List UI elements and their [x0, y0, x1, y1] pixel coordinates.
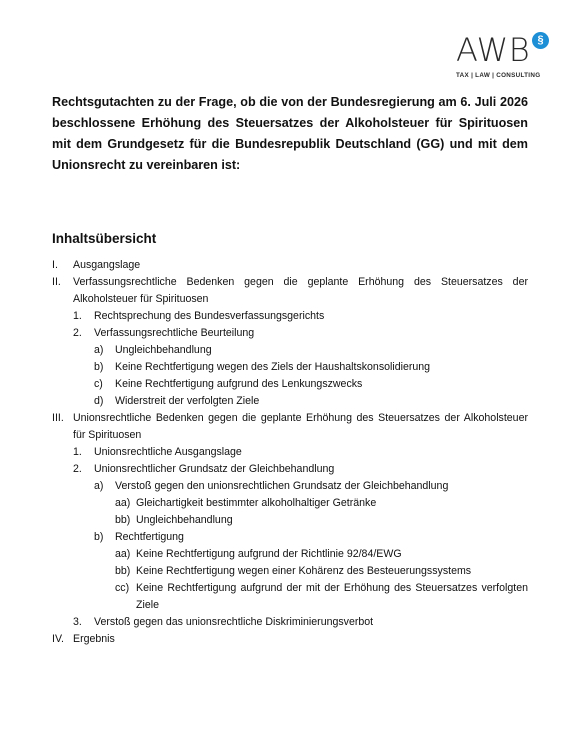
section-sign-icon: § — [532, 32, 549, 49]
toc-item — [52, 359, 528, 376]
toc-item — [52, 444, 528, 461]
toc-number: III. — [52, 412, 64, 424]
toc-item — [52, 410, 528, 444]
toc-item — [52, 393, 528, 410]
toc-item — [52, 563, 528, 580]
toc-item — [52, 274, 528, 308]
awb-logo — [456, 32, 550, 80]
toc-item — [52, 529, 528, 546]
toc-text: Keine Rechtfertigung aufgrund des Lenkungszwecks — [115, 378, 363, 390]
toc-item — [52, 342, 528, 359]
toc-number: IV. — [52, 633, 64, 645]
toc-text: Rechtfertigung — [115, 531, 184, 543]
toc-number: I. — [52, 259, 58, 271]
toc-item — [52, 461, 528, 478]
toc-number: a) — [94, 344, 104, 356]
toc-item — [52, 631, 528, 648]
document-title: Rechtsgutachten zu der Frage, ob die von der Bundesregierung am 6. Juli 2026 beschlossene Erhöhung des Steuersatzes der Alkoholsteuer für Spirituosen mit dem Grundgesetz für die Bundesrepublik Deutschland (GG) und mit dem Unionsrecht zu vereinbaren ist: — [52, 95, 528, 172]
toc-text: Rechtsprechung des Bundesverfassungsgerichts — [94, 310, 325, 322]
toc-number: 3. — [73, 616, 82, 628]
toc-text: Verfassungsrechtliche Bedenken gegen die geplante Erhöhung des Steuersatzes der Alkoholsteuer für Spirituosen — [73, 276, 528, 305]
toc-text: Keine Rechtfertigung wegen einer Kohärenz des Besteuerungssystems — [136, 565, 472, 577]
table-of-contents — [52, 257, 528, 648]
toc-number: 1. — [73, 310, 82, 322]
toc-number: b) — [94, 361, 104, 373]
toc-item — [52, 257, 528, 274]
toc-text: Ausgangslage — [73, 259, 141, 271]
toc-text: Verfassungsrechtliche Beurteilung — [94, 327, 255, 339]
toc-text: Gleichartigkeit bestimmter alkoholhaltiger Getränke — [136, 497, 377, 509]
toc-number: 2. — [73, 327, 82, 339]
toc-number: aa) — [115, 548, 131, 560]
toc-number: cc) — [115, 582, 130, 594]
toc-text: Ungleichbehandlung — [136, 514, 233, 526]
toc-number: d) — [94, 395, 104, 407]
toc-number: 2. — [73, 463, 82, 475]
toc-text: Widerstreit der verfolgten Ziele — [115, 395, 260, 407]
toc-text: Verstoß gegen das unionsrechtliche Diskriminierungsverbot — [94, 616, 374, 628]
toc-text: Keine Rechtfertigung wegen des Ziels der Haushaltskonsolidierung — [115, 361, 431, 373]
toc-number: bb) — [115, 514, 131, 526]
toc-item — [52, 546, 528, 563]
toc-text: Unionsrechtlicher Grundsatz der Gleichbehandlung — [94, 463, 335, 475]
toc-number: aa) — [115, 497, 131, 509]
toc-item — [52, 614, 528, 631]
toc-item — [52, 308, 528, 325]
toc-text: Unionsrechtliche Ausgangslage — [94, 446, 242, 458]
toc-item — [52, 495, 528, 512]
toc-item — [52, 580, 528, 614]
toc-number: bb) — [115, 565, 131, 577]
toc-text: Unionsrechtliche Bedenken gegen die geplante Erhöhung des Steuersatzes der Alkoholsteuer für Spirituosen — [73, 412, 528, 441]
toc-item — [52, 325, 528, 342]
toc-number: a) — [94, 480, 104, 492]
toc-text: Ungleichbehandlung — [115, 344, 212, 356]
toc-text: Keine Rechtfertigung aufgrund der Richtlinie 92/84/EWG — [136, 548, 402, 560]
toc-text: Verstoß gegen den unionsrechtlichen Grundsatz der Gleichbehandlung — [115, 480, 449, 492]
toc-text: Ergebnis — [73, 633, 115, 645]
toc-item — [52, 512, 528, 529]
toc-text: Keine Rechtfertigung aufgrund der mit der Erhöhung des Steuersatzes verfolgten Ziele — [136, 582, 528, 611]
logo-tagline: TAX | LAW | CONSULTING — [456, 72, 541, 79]
toc-number: II. — [52, 276, 61, 288]
toc-item — [52, 478, 528, 495]
toc-item — [52, 376, 528, 393]
toc-heading: Inhaltsübersicht — [52, 231, 157, 246]
toc-number: 1. — [73, 446, 82, 458]
logo-wordmark: AWB — [456, 31, 531, 69]
toc-number: b) — [94, 531, 104, 543]
toc-number: c) — [94, 378, 103, 390]
